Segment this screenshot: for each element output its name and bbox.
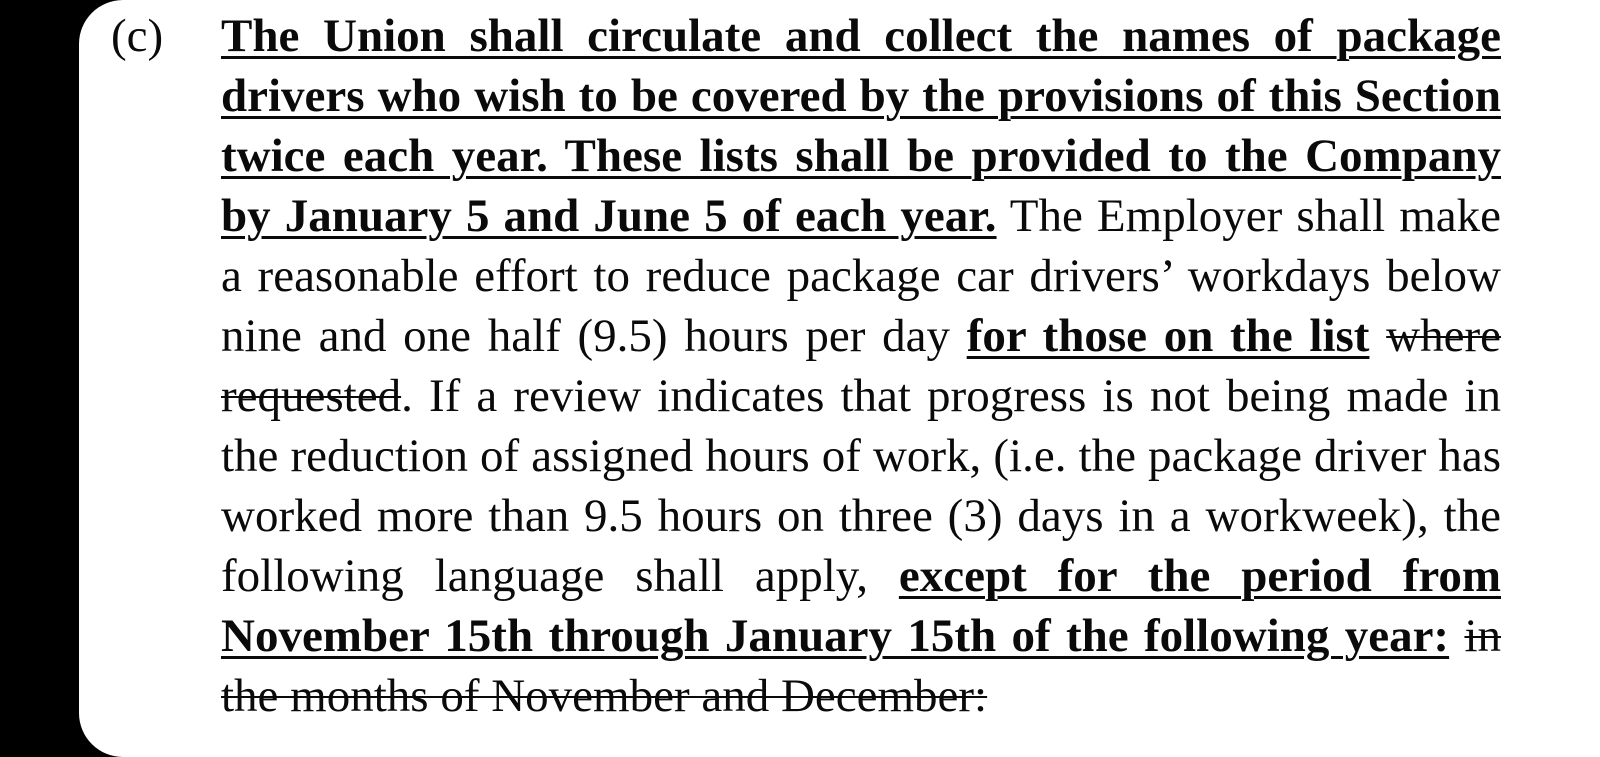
plain-text (1449, 610, 1464, 662)
inserted-text: for those on the list (966, 310, 1370, 362)
plain-text: . If a review indicates that progress is not being made in the reduction of assigned hours of work, (i.e. the package driver has worked more than 9.5 hours on three (3) days in a workweek), the following language shall apply, (221, 370, 1501, 602)
inserted-text: The Union shall circulate and collect the names of package drivers who wish to be covered by the provisions of this Section twice each year. These lists shall be provided to the Company by January 5 and June 5 of each year. (221, 10, 1501, 242)
clause-marker: (c) (111, 10, 164, 62)
inserted-text: except for the period from November 15th through January 15th of the following year: (221, 550, 1502, 662)
clause-body (221, 6, 1501, 726)
plain-text (1369, 310, 1386, 362)
deleted-text: in the months of November and December: (221, 610, 1501, 722)
plain-text: The Employer shall make a reasonable effort to reduce package car drivers’ workdays below nine and one half (9.5) hours per day (221, 190, 1501, 362)
deleted-text: where requested (221, 310, 1501, 422)
document-page (79, 0, 1600, 757)
